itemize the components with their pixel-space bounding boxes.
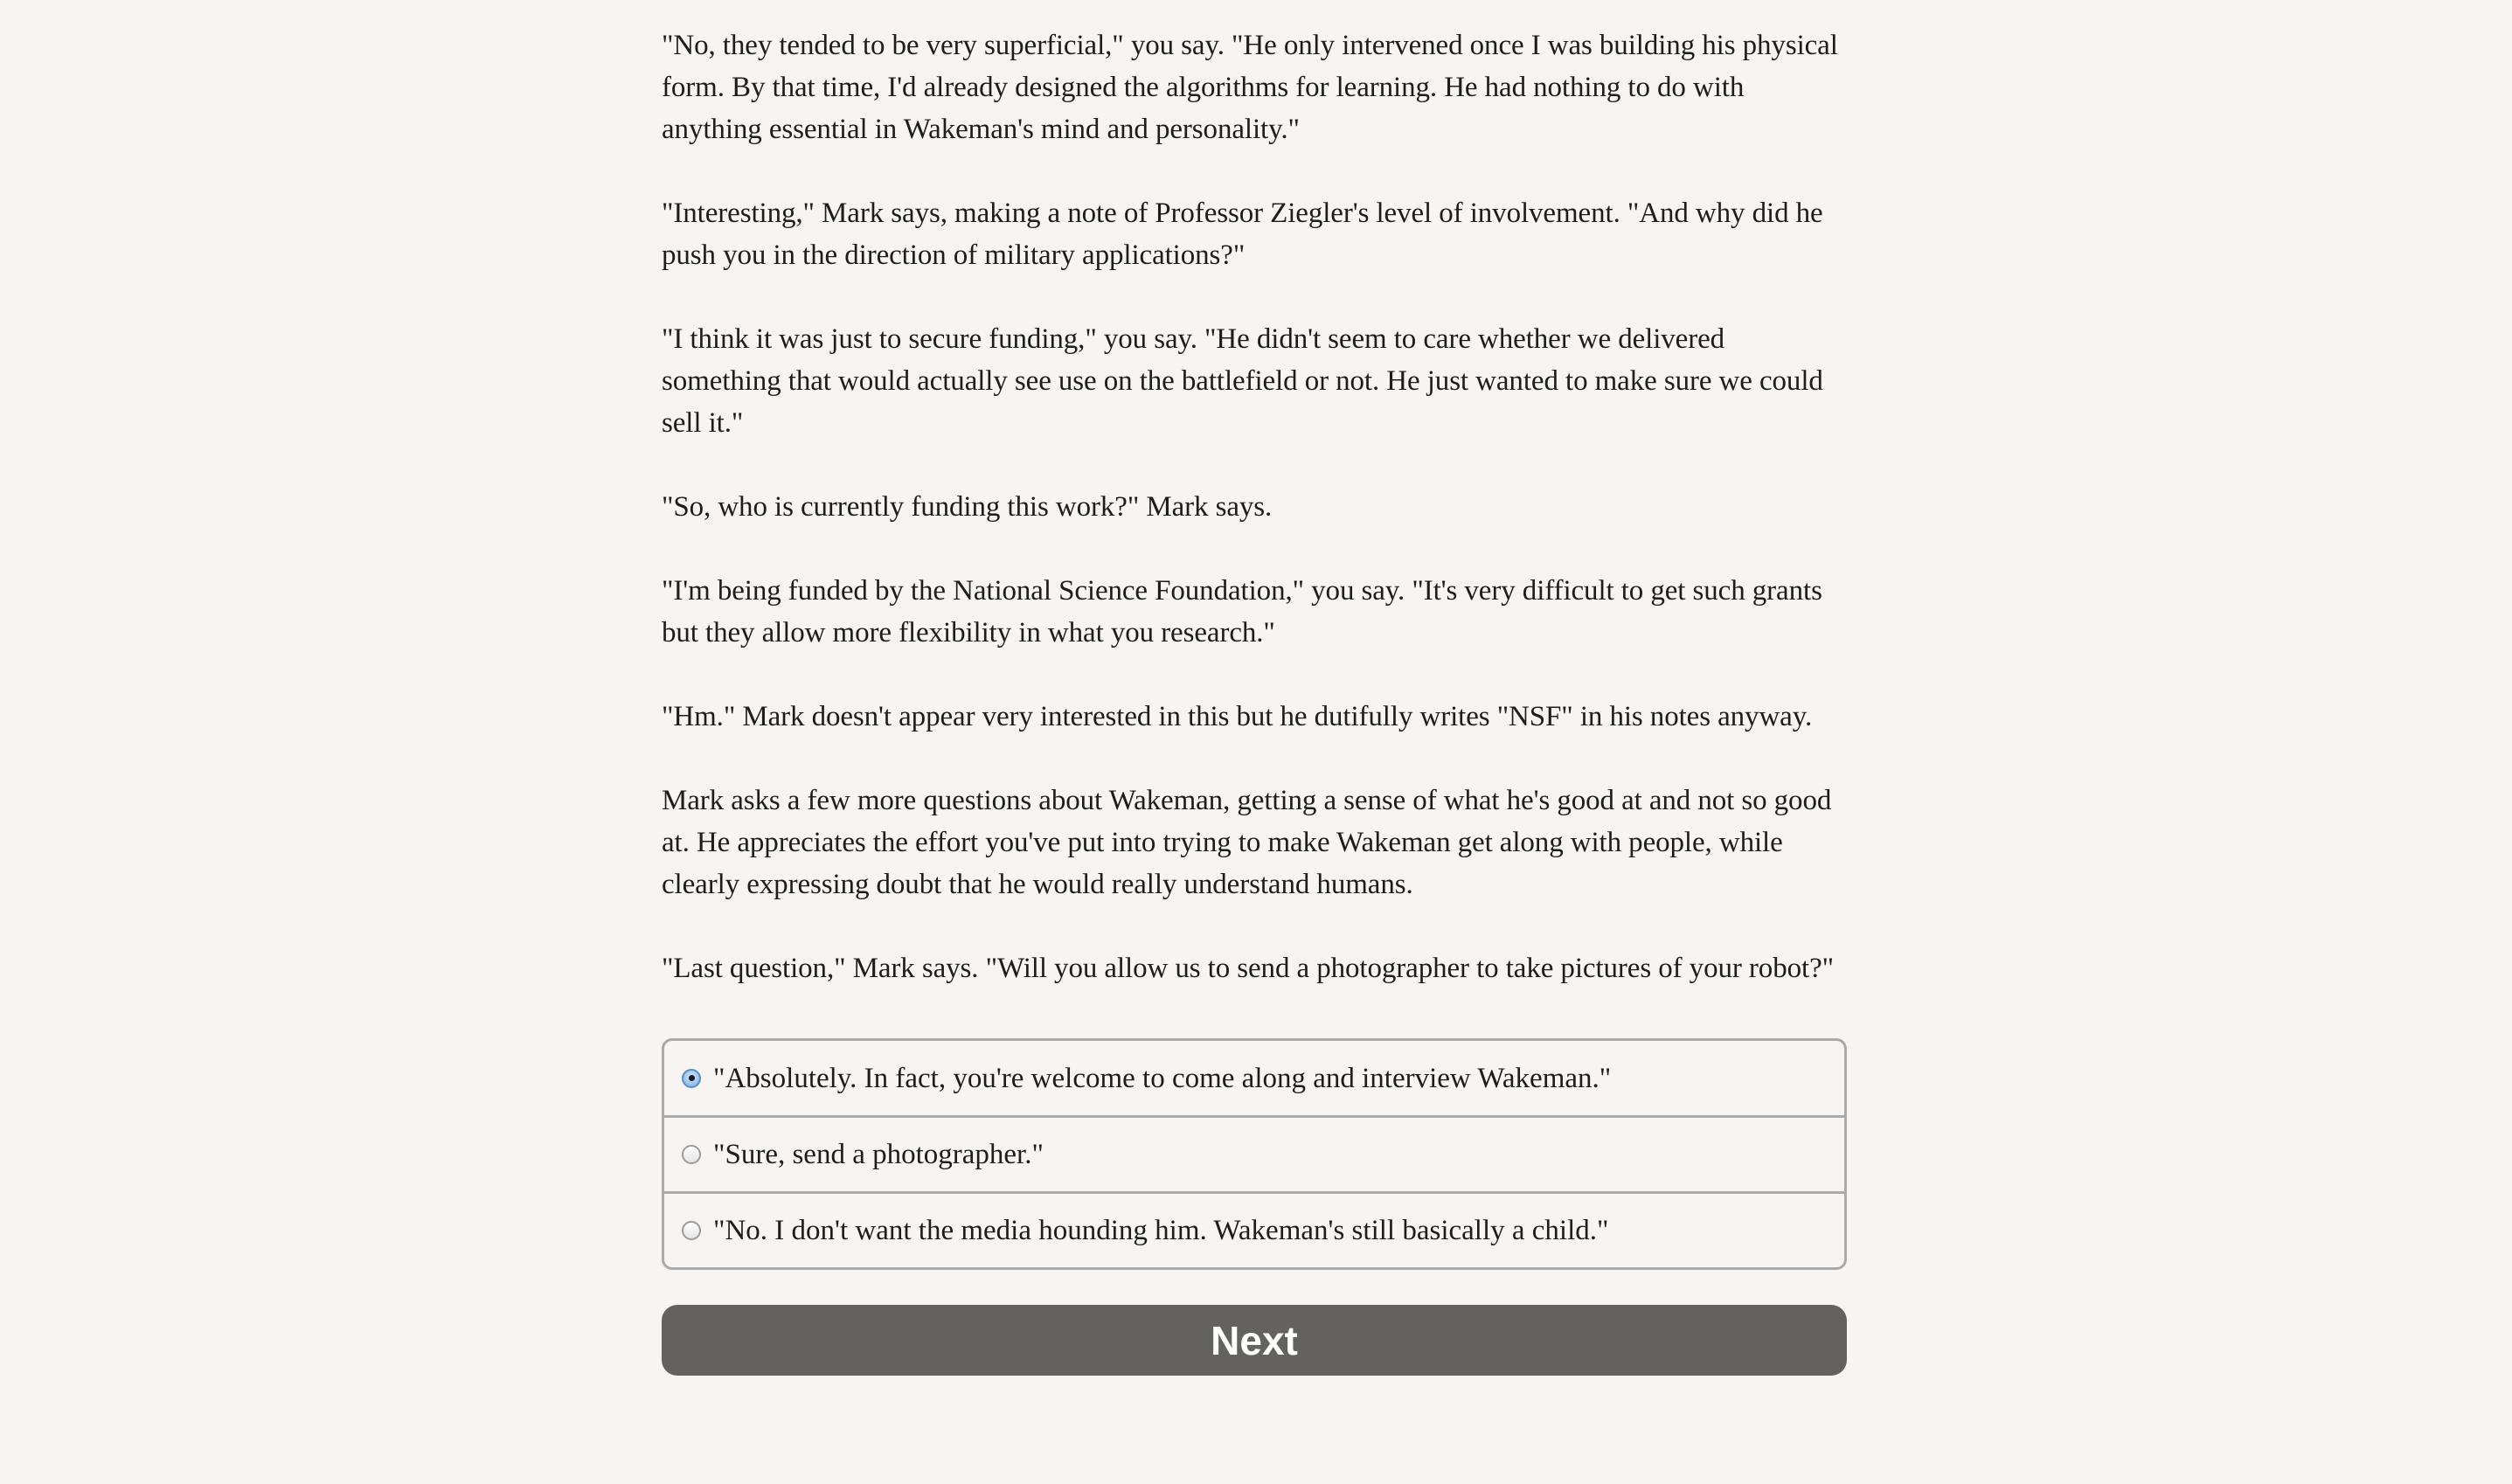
choice-label: "Sure, send a photographer." xyxy=(713,1139,1044,1170)
game-content xyxy=(662,24,1850,1376)
radio-button-selected-icon[interactable] xyxy=(682,1069,701,1088)
radio-button-icon[interactable] xyxy=(682,1145,701,1164)
next-button[interactable]: Next xyxy=(662,1305,1847,1376)
story-text xyxy=(662,24,1850,989)
story-paragraph: "Hm." Mark doesn't appear very interested in this but he dutifully writes "NSF" in his notes anyway. xyxy=(662,701,1813,732)
story-paragraph: "I think it was just to secure funding," you say. "He didn't seem to care whether we delivered something that would actually see use on the battlefield or not. He just wanted to make sure we could sell it." xyxy=(662,323,1823,439)
story-paragraph: "Last question," Mark says. "Will you allow us to send a photographer to take pictures of your robot?" xyxy=(662,953,1834,984)
story-paragraph: "No, they tended to be very superficial," you say. "He only intervened once I was building his physical form. By that time, I'd already designed the algorithms for learning. He had nothing to do with anything essential in Wakeman's mind and personality." xyxy=(662,30,1838,145)
choice-label: "No. I don't want the media hounding him. Wakeman's still basically a child." xyxy=(713,1215,1609,1246)
story-paragraph: "I'm being funded by the National Science Foundation," you say. "It's very difficult to get such grants but they allow more flexibility in what you research." xyxy=(662,575,1822,648)
radio-button-icon[interactable] xyxy=(682,1221,701,1240)
choice-option-absolutely[interactable] xyxy=(664,1041,1844,1115)
story-paragraph: "Interesting," Mark says, making a note of Professor Ziegler's level of involvement. "And why did he push you in the direction of military applications?" xyxy=(662,198,1823,271)
choice-list xyxy=(662,1038,1847,1270)
choice-option-no[interactable] xyxy=(664,1191,1844,1267)
story-paragraph: Mark asks a few more questions about Wakeman, getting a sense of what he's good at and not so good at. He appreciates the effort you've put into trying to make Wakeman get along with people, while clearly expressing doubt that he would really understand humans. xyxy=(662,785,1832,900)
story-paragraph: "So, who is currently funding this work?" Mark says. xyxy=(662,491,1273,523)
choice-label: "Absolutely. In fact, you're welcome to come along and interview Wakeman." xyxy=(713,1062,1612,1094)
choice-option-sure[interactable] xyxy=(664,1115,1844,1191)
